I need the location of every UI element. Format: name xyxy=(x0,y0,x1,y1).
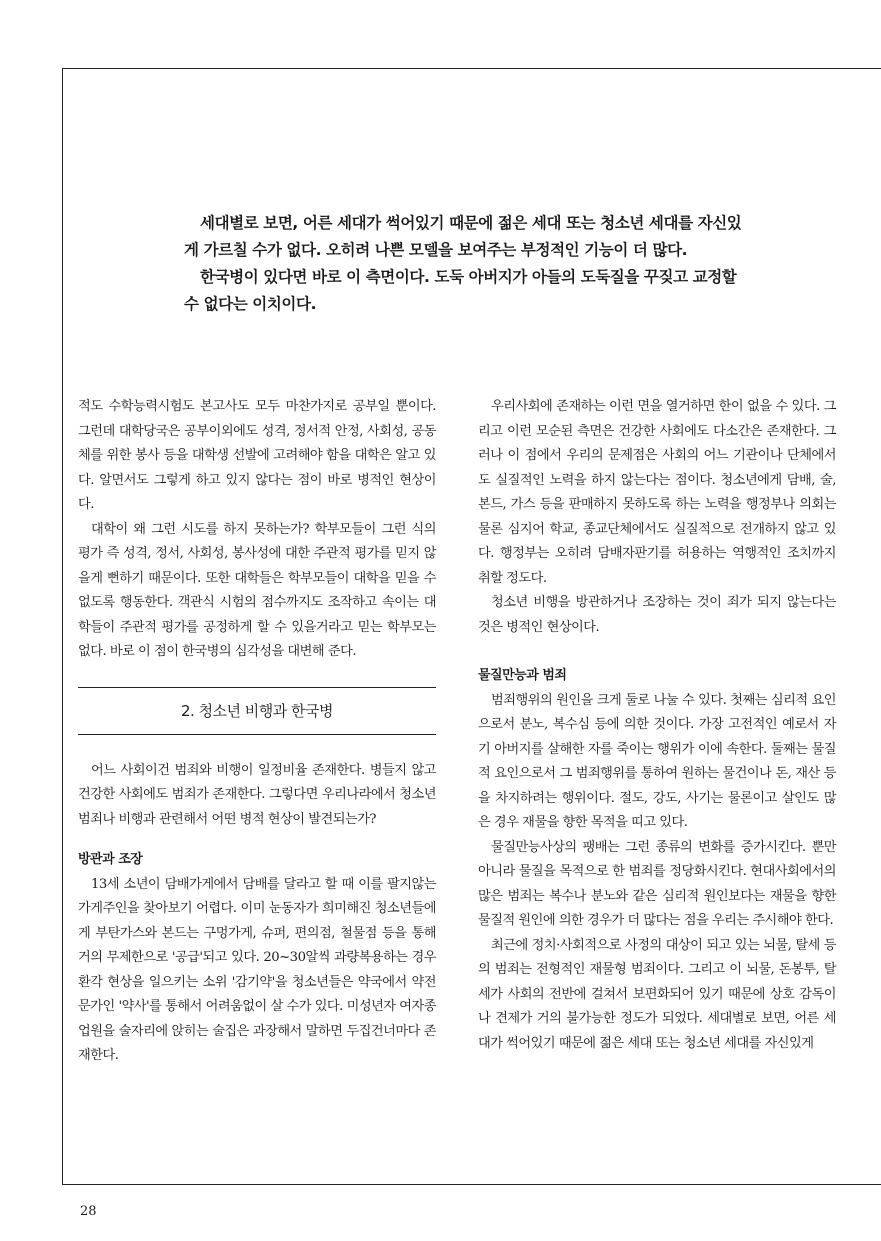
subheading: 방관과 조장 xyxy=(78,852,143,867)
page-frame-top-rule xyxy=(62,68,881,69)
body-paragraph: 대학이 왜 그런 시도를 하지 못하는가? 학부모들이 그런 식의 평가 즉 성격, 정서, 사회성, 봉사성에 대한 주관적 평가를 믿지 않을게 뻔하기 때문이다. 또한 대학들은 학부모들이 대학을 믿을 수 없도록 행동한다. 객관식 시험의 점수까지도 조작하고 속이는 대학들이 주관적 평가를 공정하게 할 수 있을거라고 믿는 학부모는 없다. 바로 이 점이 한국병의 심각성을 대변해 준다. xyxy=(78,521,436,659)
left-column xyxy=(78,395,436,1069)
pull-quote-paragraph-1: 세대별로 보면, 어른 세대가 썩어있기 때문에 젊은 세대 또는 청소년 세대를 자신있게 가르칠 수가 없다. 오히려 나쁜 모델을 보여주는 부정적인 기능이 더 많다. xyxy=(184,214,742,259)
spacer xyxy=(478,640,836,664)
body-paragraph: 13세 소년이 담배가게에서 담배를 달라고 할 때 이를 팔지않는 가게주인을 찾아보기 어렵다. 이미 눈동자가 희미해진 청소년들에게 부탄가스와 본드는 구멍가게, 슈퍼, 편의점, 철물점 등을 통해 거의 무제한으로 '공급'되고 있다. 20~30알씩 과량복용하는 경우 환각 현상을 일으키는 소위 '감기약'을 청소년들은 약국에서 약전문가인 '약사'를 통해서 어려움없이 살 수가 있다. 미성년자 여자종업원을 술자리에 앉히는 술집은 과장해서 말하면 두집건너마다 존재한다. xyxy=(78,876,436,1063)
page-frame-bottom-rule xyxy=(62,1184,881,1185)
body-paragraph: 범죄행위의 원인을 크게 둘로 나눌 수 있다. 첫째는 심리적 요인으로서 분노, 복수심 등에 의한 것이다. 가장 고전적인 예로서 자기 아버지를 살해한 자를 죽이는 행위가 이에 속한다. 둘째는 물질적 요인으로서 그 범죄행위를 통하여 원하는 물건이나 돈, 재산 등을 차지하려는 행위이다. 절도, 강도, 사기는 물론이고 살인도 많은 경우 재물을 향한 목적을 띠고 있다. xyxy=(478,692,836,830)
pull-quote-paragraph-2: 한국병이 있다면 바로 이 측면이다. 도둑 아버지가 아들의 도둑질을 꾸짖고 교정할 수 없다는 이치이다. xyxy=(184,268,737,313)
body-paragraph: 적도 수학능력시험도 본고사도 모두 마찬가지로 공부일 뿐이다. 그런데 대학당국은 공부이외에도 성격, 정서적 안정, 사회성, 공동체를 위한 봉사 등을 대학생 선발에 고려해야 함을 대학은 알고 있다. 알면서도 그렇게 하고 있지 않다는 점이 바로 병적인 현상이다. xyxy=(78,399,436,512)
page-number: 28 xyxy=(80,1204,97,1219)
subheading: 물질만능과 범죄 xyxy=(478,668,567,683)
right-column xyxy=(478,395,836,1056)
body-paragraph: 우리사회에 존재하는 이런 면을 열거하면 한이 없을 수 있다. 그리고 이런 모순된 측면은 건강한 사회에도 다소간은 존재한다. 그러나 이 점에서 우리의 문제점은 사회의 어느 기관이나 단체에서도 실질적인 노력을 하지 않는다는 점이다. 청소년에게 담배, 술, 본드, 가스 등을 판매하지 못하도록 하는 노력을 행정부나 의회는 물론 심지어 학교, 종교단체에서도 실질적으로 전개하지 않고 있다. 행정부는 오히려 담배자판기를 허용하는 역행적인 조치까지 취할 정도다. xyxy=(478,399,836,586)
page-frame-left-rule xyxy=(62,68,63,1184)
body-paragraph: 물질만능사상의 팽배는 그런 종류의 변화를 증가시킨다. 뿐만 아니라 물질을 목적으로 한 범죄를 정당화시킨다. 현대사회에서의 많은 범죄는 복수나 분노와 같은 심리적 원인보다는 재물을 향한 물질적 원인에 의한 경우가 더 많다는 점을 우리는 주시해야 한다. xyxy=(478,839,836,928)
body-paragraph: 어느 사회이건 범죄와 비행이 일정비율 존재한다. 병들지 않고 건강한 사회에도 범죄가 존재한다. 그렇다면 우리나라에서 청소년 범죄나 비행과 관련해서 어떤 병적 현상이 발견되는가? xyxy=(78,762,436,827)
body-paragraph: 청소년 비행을 방관하거나 조장하는 것이 죄가 되지 않는다는 것은 병적인 현상이다. xyxy=(478,595,836,635)
pull-quote xyxy=(184,210,744,318)
body-paragraph: 최근에 정치·사회적으로 사정의 대상이 되고 있는 뇌물, 탈세 등의 범죄는 전형적인 재물형 범죄이다. 그리고 이 뇌물, 돈봉투, 탈세가 사회의 전반에 걸쳐서 보편화되어 있기 때문에 상호 감독이나 견제가 거의 불가능한 정도가 되었다. 세대별로 보면, 어른 세대가 썩어있기 때문에 젊은 세대 또는 청소년 세대를 자신있게 xyxy=(478,937,836,1051)
section-title: 2. 청소년 비행과 한국병 xyxy=(78,687,436,735)
